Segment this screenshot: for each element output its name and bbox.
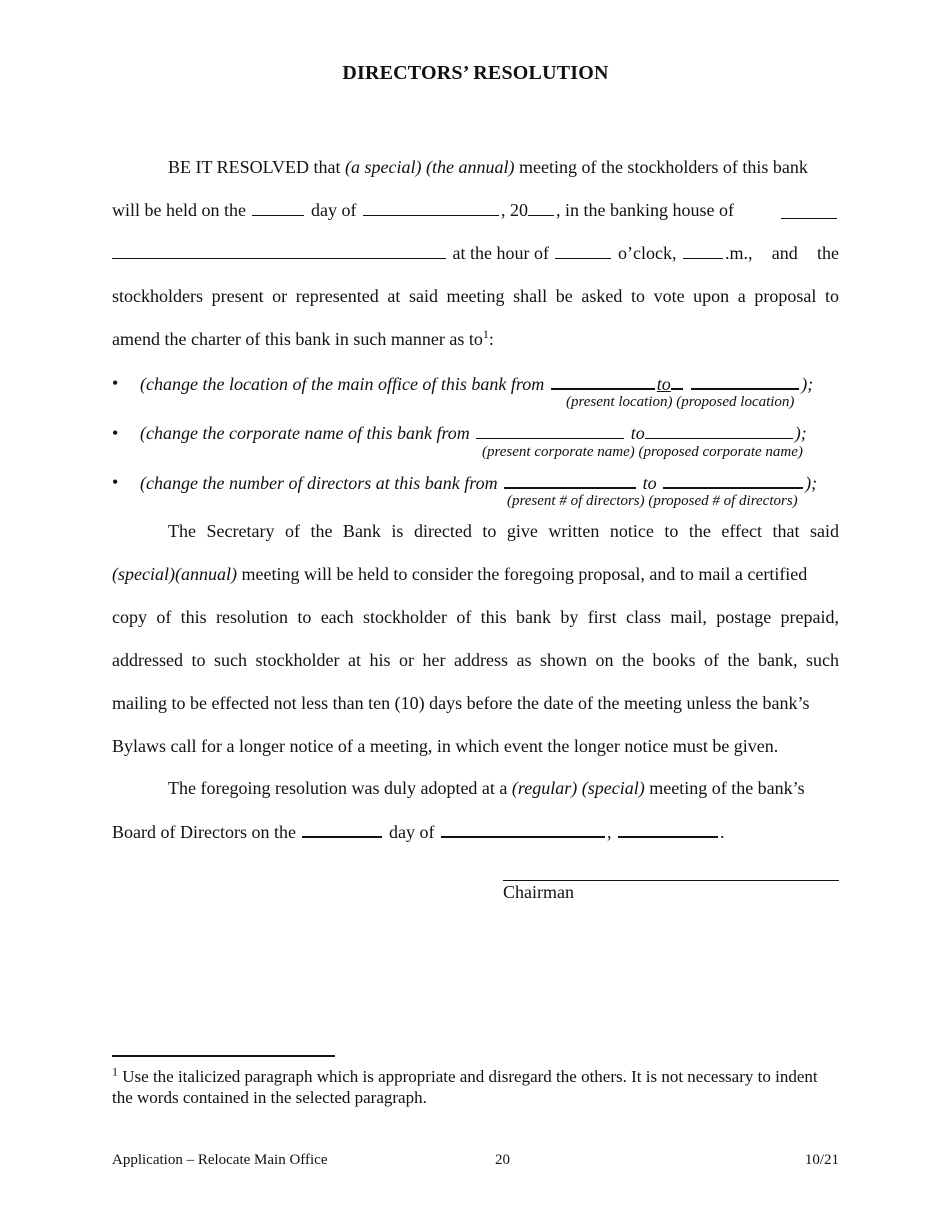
para2-line5: mailing to be effected not less than ten (10) days before the date of the meeting unless the bank’s: [112, 693, 810, 713]
signature-label: Chairman: [503, 882, 574, 902]
ampm-blank[interactable]: [683, 242, 723, 259]
bullet-caption-location: (present location) (proposed location): [566, 394, 795, 410]
footnote-ref: 1: [482, 327, 489, 341]
footnote: $^1$ Use the italicized paragraph which is appropriate and disregard the others. It is not necessary to indent the words contained in the selected paragraph.: [112, 1064, 818, 1107]
signature-line[interactable]: [503, 880, 839, 881]
page-title: DIRECTORS’ RESOLUTION: [342, 62, 609, 84]
para1-line2: will be held on the day of , 20 , in the banking house of: [112, 199, 839, 221]
present-location-blank[interactable]: [551, 372, 655, 390]
present-directors-blank[interactable]: [504, 471, 636, 489]
para2-line6: Bylaws call for a longer notice of a meeting, in which event the longer notice must be given.: [112, 736, 779, 756]
footer-right: 10/21: [804, 1152, 839, 1168]
bullet-caption-name: (present corporate name) (proposed corporate name): [482, 444, 803, 460]
page-number: 20: [495, 1152, 510, 1168]
bullet-icon: •: [112, 472, 119, 492]
day-blank[interactable]: [252, 199, 304, 216]
para2-line3: copy of this resolution to each stockholder of this bank by first class mail, postage prepaid,: [112, 607, 839, 627]
para1-line3: at the hour of o’clock, .m., and the: [112, 242, 839, 264]
para2-line2: (special)(annual) meeting will be held to consider the foregoing proposal, and to mail a certified: [112, 564, 808, 584]
para3-line2: Board of Directors on the day of , .: [112, 822, 725, 842]
present-name-blank[interactable]: [476, 422, 624, 439]
para1-line1: BE IT RESOLVED that (a special) (the annual) meeting of the stockholders of this bank: [168, 157, 808, 177]
para2-line4: addressed to such stockholder at his or her address as shown on the books of the bank, such: [112, 650, 839, 670]
banking-house-blank[interactable]: [781, 202, 837, 219]
banking-house-address-blank[interactable]: [112, 242, 446, 259]
proposed-location-blank[interactable]: [691, 372, 799, 390]
footnote-marker: 1: [112, 1064, 118, 1079]
bullet-caption-directors: (present # of directors) (proposed # of directors): [507, 493, 798, 509]
board-year-blank[interactable]: [618, 820, 718, 838]
month-blank[interactable]: [363, 199, 499, 216]
para2-line1: The Secretary of the Bank is directed to give written notice to the effect that said: [168, 521, 839, 541]
footer-left: Application – Relocate Main Office: [112, 1152, 328, 1168]
bullet-icon: •: [112, 423, 119, 443]
para1-line4: stockholders present or represented at said meeting shall be asked to vote upon a proposal to: [112, 286, 839, 306]
proposed-directors-blank[interactable]: [663, 471, 803, 489]
year-blank[interactable]: [528, 199, 554, 216]
para3-line1: The foregoing resolution was duly adopted at a (regular) (special) meeting of the bank’s: [168, 778, 805, 798]
bullet-icon: •: [112, 373, 119, 393]
proposed-name-blank[interactable]: [645, 422, 793, 439]
footnote-divider: [112, 1055, 335, 1057]
board-month-blank[interactable]: [441, 820, 605, 838]
hour-blank[interactable]: [555, 242, 611, 259]
para1-line5: amend the charter of this bank in such manner as $to^1$:: [112, 327, 494, 349]
board-day-blank[interactable]: [302, 820, 382, 838]
